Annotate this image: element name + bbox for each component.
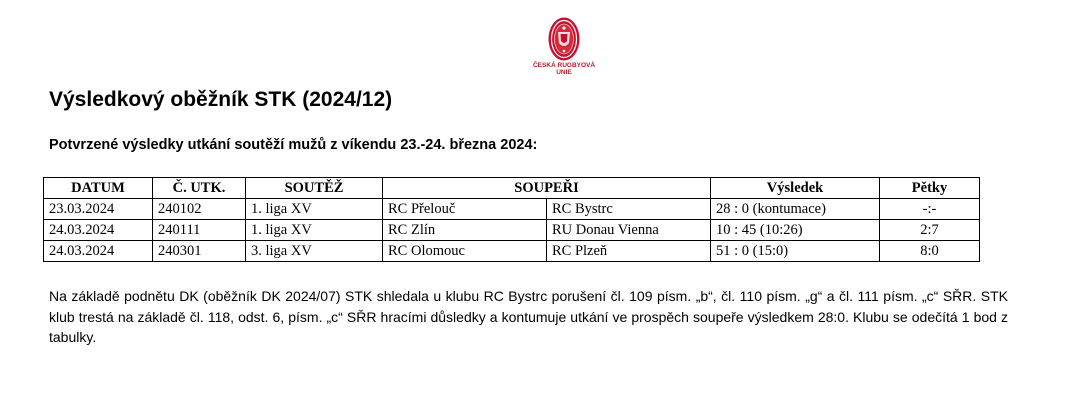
logo-text-line2: UNIE — [556, 69, 572, 76]
cell-soutez: 3. liga XV — [246, 241, 383, 262]
header-cislo: Č. UTK. — [153, 178, 246, 199]
table-row — [44, 220, 980, 241]
union-logo — [522, 16, 606, 82]
cell-home-team: RC Přelouč — [383, 199, 547, 220]
cell-cislo: 240301 — [153, 241, 246, 262]
document-title: Výsledkový oběžník STK (2024/12) — [49, 88, 393, 111]
cell-cislo: 240102 — [153, 199, 246, 220]
table-header-row — [44, 178, 980, 199]
cell-petky: 2:7 — [880, 220, 980, 241]
document-subtitle: Potvrzené výsledky utkání soutěží mužů z víkendu 23.-24. března 2024: — [49, 137, 538, 153]
header-petky: Pětky — [880, 178, 980, 199]
cell-petky: 8:0 — [880, 241, 980, 262]
header-soutez: SOUTĚŽ — [246, 178, 383, 199]
cell-vysledek: 10 : 45 (10:26) — [711, 220, 880, 241]
cell-datum: 24.03.2024 — [44, 220, 153, 241]
cell-cislo: 240111 — [153, 220, 246, 241]
header-souperi: SOUPEŘI — [383, 178, 711, 199]
header-vysledek: Výsledek — [711, 178, 880, 199]
cell-vysledek: 28 : 0 (kontumace) — [711, 199, 880, 220]
cell-away-team: RU Donau Vienna — [547, 220, 711, 241]
header-datum: DATUM — [44, 178, 153, 199]
cell-petky: -:- — [880, 199, 980, 220]
cell-datum: 24.03.2024 — [44, 241, 153, 262]
cell-home-team: RC Olomouc — [383, 241, 547, 262]
cell-home-team: RC Zlín — [383, 220, 547, 241]
cell-away-team: RC Bystrc — [547, 199, 711, 220]
table-row — [44, 199, 980, 220]
results-table — [43, 177, 980, 262]
cell-vysledek: 51 : 0 (15:0) — [711, 241, 880, 262]
cell-away-team: RC Plzeň — [547, 241, 711, 262]
table-row — [44, 241, 980, 262]
logo-text-line1: ČESKÁ RUGBYOVÁ — [532, 62, 596, 69]
disciplinary-note: Na základě podnětu DK (oběžník DK 2024/07) STK shledala u klubu RC Bystrc porušení čl. 109 písm. „b“, čl. 110 písm. „g“ a čl. 111 písm. „c“ SŘR. STK klub trestá na základě čl. 118, odst. 6, písm. „c“ SŘR hracími důsledky a kontumuje utkání ve prospěch soupeře výsledkem 28:0. Klubu se odečítá 1 bod z tabulky. — [49, 288, 1008, 345]
cell-soutez: 1. liga XV — [246, 199, 383, 220]
rugby-ball-crest-icon — [547, 16, 581, 62]
cell-soutez: 1. liga XV — [246, 220, 383, 241]
cell-datum: 23.03.2024 — [44, 199, 153, 220]
